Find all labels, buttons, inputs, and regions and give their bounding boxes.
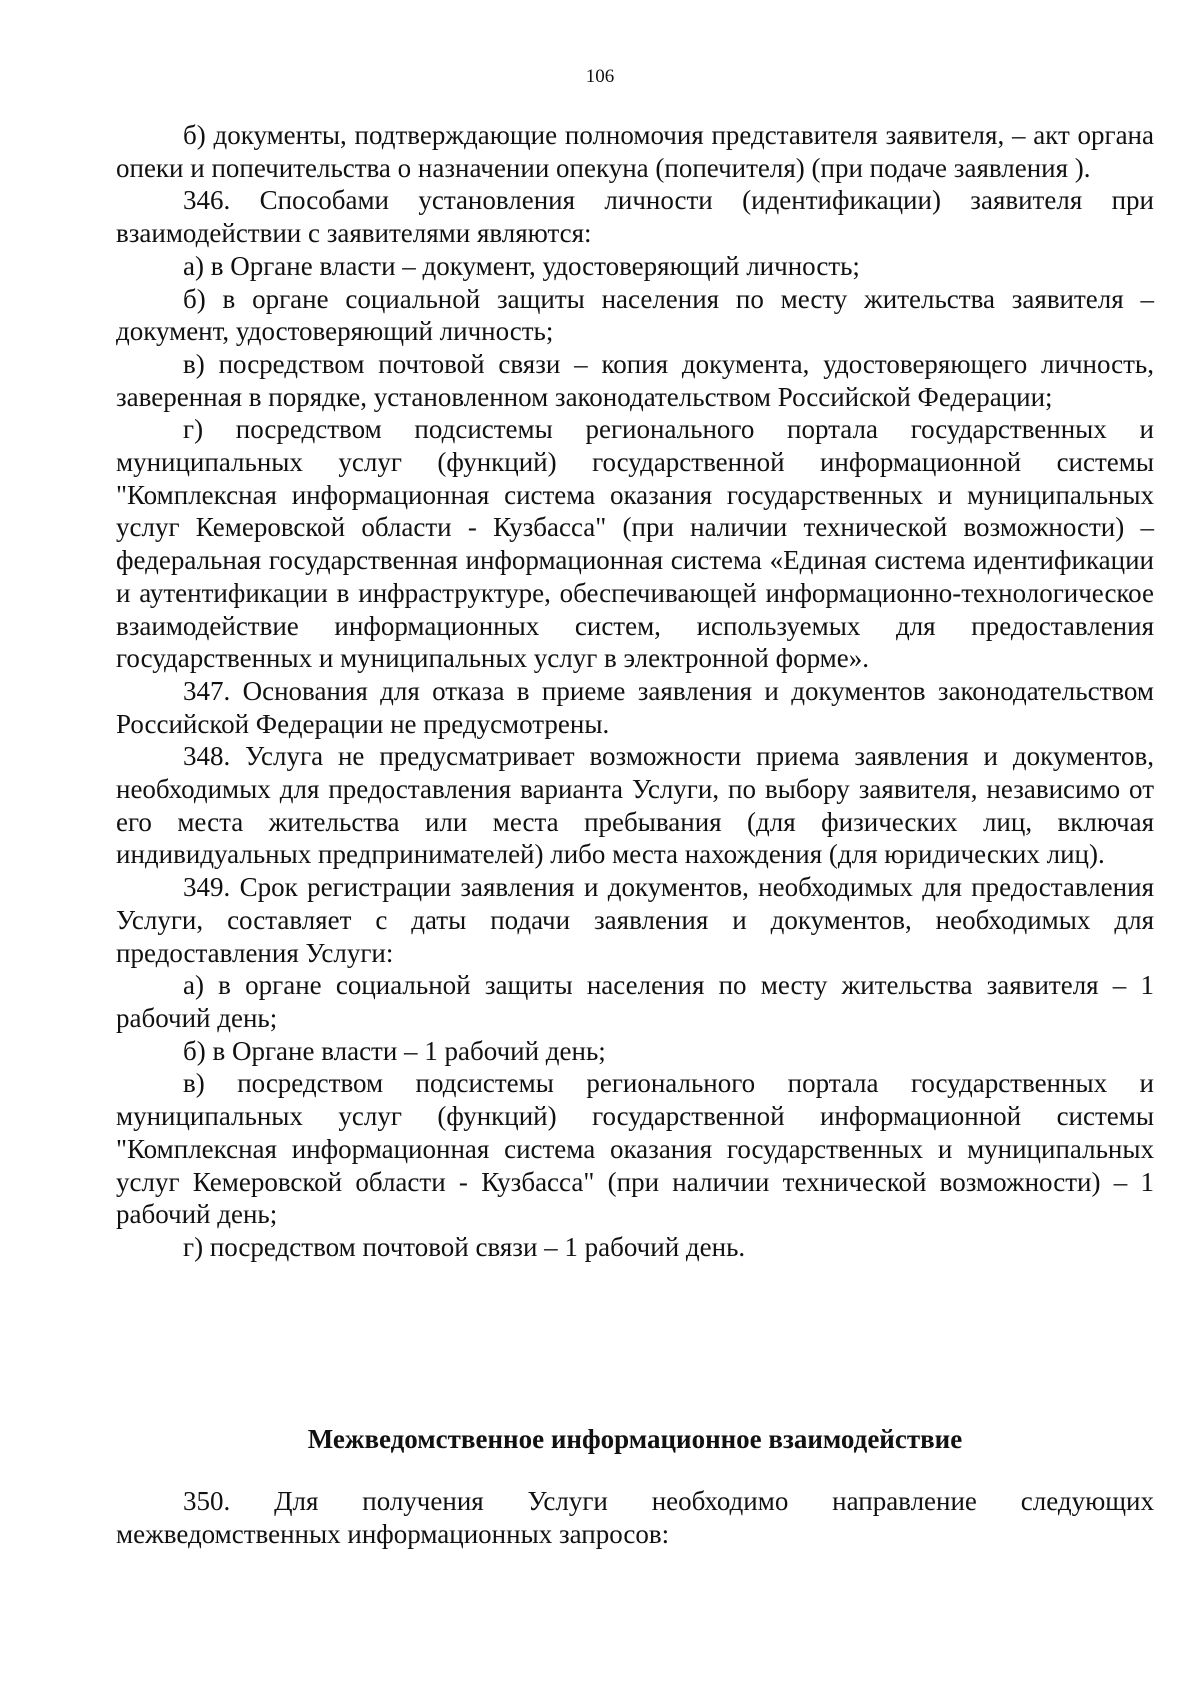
section-body [116,1485,1154,1550]
paragraph-349-v: в) посредством подсистемы регионального портала государственных и муниципальных услуг (функций) государственной информационной системы "Комплексная информационная система оказания государственных и муниципальных услуг Кемеровской области - Кузбасса" (при наличии технической возможности) – 1 рабочий день; [116,1068,1154,1230]
paragraph-346: 346. Способами установления личности (идентификации) заявителя при взаимодействии с заявителями являются: [116,185,1154,249]
paragraph-346-a: а) в Органе власти – документ, удостоверяющий личность; [183,250,860,281]
paragraph-346-b: б) в органе социальной защиты населения по месту жительства заявителя – документ, удостоверяющий личность; [116,283,1154,347]
paragraph-347: 347. Основания для отказа в приеме заявления и документов законодательством Российской Федерации не предусмотрены. [116,675,1154,739]
page-number: 106 [585,66,615,87]
paragraph-346-g: г) посредством подсистемы регионального портала государственных и муниципальных услуг (функций) государственной информационной системы "Комплексная информационная система оказания государственных и муниципальных услуг Кемеровской области - Кузбасса" (при наличии технической возможности) – федеральная государственная информационная система «Единая система идентификации и аутентификации в инфраструктуре, обеспечивающей информационно-технологическое взаимодействие информационных систем, используемых для предоставления государственных и муниципальных услуг в электронной форме». [116,414,1154,674]
paragraph-349: 349. Срок регистрации заявления и документов, необходимых для предоставления Услуги, составляет с даты подачи заявления и документов, необходимых для предоставления Услуги: [116,872,1154,968]
paragraph-item-b-documents: б) документы, подтверждающие полномочия представителя заявителя, – акт органа опеки и попечительства о назначении опекуна (попечителя) (при подаче заявления ). [116,120,1154,183]
paragraph-349-g: г) посредством почтовой связи – 1 рабочий день. [183,1231,746,1262]
paragraph-348: 348. Услуга не предусматривает возможности приема заявления и документов, необходимых для предоставления варианта Услуги, по выбору заявителя, независимо от его места жительства или места пребывания (для физических лиц, включая индивидуальных предпринимателей) либо места нахождения (для юридических лиц). [116,741,1154,870]
paragraph-350: 350. Для получения Услуги необходимо направление следующих межведомственных информационных запросов: [116,1486,1154,1549]
paragraph-346-v: в) посредством почтовой связи – копия документа, удостоверяющего личность, заверенная в порядке, установленном законодательством Российской Федерации; [116,348,1154,412]
section-heading: Межведомственное информационное взаимодействие [307,1424,963,1454]
paragraph-349-a: а) в органе социальной защиты населения по месту жительства заявителя – 1 рабочий день; [116,970,1154,1033]
body-text [116,119,1154,1264]
paragraph-349-b: б) в Органе власти – 1 рабочий день; [183,1035,606,1066]
